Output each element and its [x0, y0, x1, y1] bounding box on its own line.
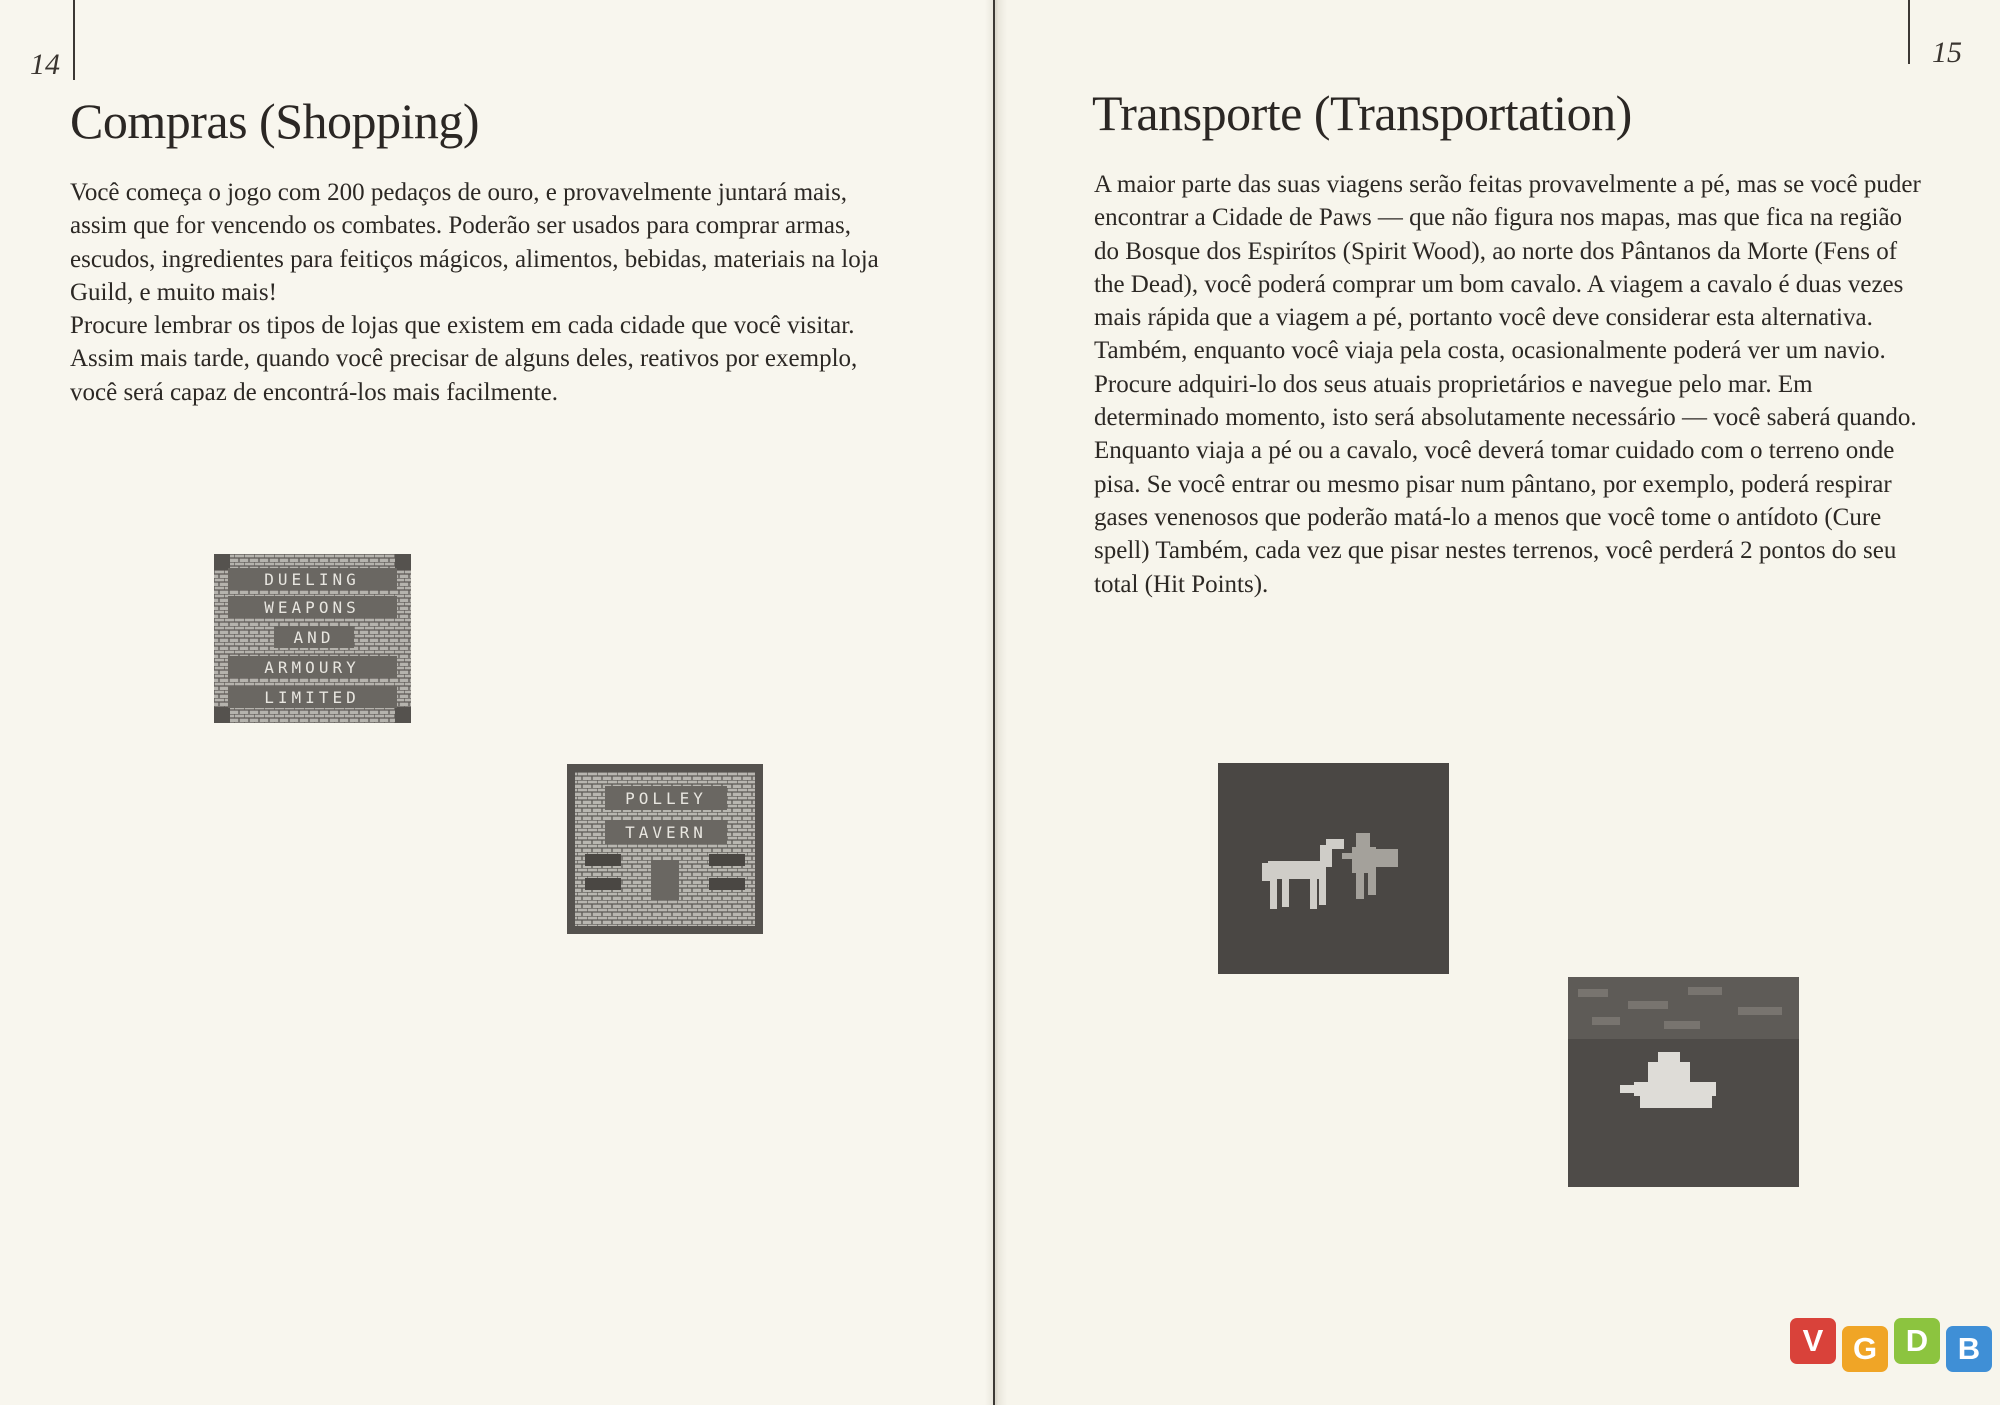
armoury-sign-line-5: LIMITED: [264, 688, 360, 707]
left-paragraph-1: Você começa o jogo com 200 pedaços de ouro, e provavelmente juntará mais, assim que for vencendo os combates. Poderão ser usados para comprar armas, escudos, ingredientes para feitiços mágicos, alimentos, bebidas, materiais na loja Guild, e muito mais!: [70, 179, 879, 306]
left-paragraph-2: Procure lembrar os tipos de lojas que existem em cada cidade que você visitar. Assim mais tarde, quando você precisar de alguns deles, reativos por exemplo, você será capaz de encontrá-los mais facilmente.: [70, 312, 858, 406]
logo-letter-b: B: [1946, 1326, 1992, 1372]
armoury-shop-screenshot: [214, 554, 411, 723]
right-page-heading: Transporte (Transportation): [1092, 85, 1632, 141]
right-page-body: [1094, 168, 1924, 601]
book-gutter: [985, 0, 1007, 1405]
armoury-sign-line-3: AND: [293, 628, 335, 647]
right-page-number: 15: [1932, 36, 1962, 69]
spine-line: [993, 0, 995, 1405]
left-page-body: [70, 176, 900, 409]
armoury-sign-line-1: DUELING: [264, 570, 360, 589]
left-page-number: 14: [30, 48, 60, 81]
right-paragraph-2: Enquanto viaja a pé ou a cavalo, você deverá tomar cuidado com o terreno onde pisa. Se você entrar ou mesmo pisar num pântano, por exemplo, poderá respirar gases venenosos que poderão matá-lo a menos que você tome o antídoto (Cure spell) Também, cada vez que pisar nestes terrenos, você perderá 2 pontos do seu total (Hit Points).: [1094, 437, 1897, 598]
horse-image: [1218, 763, 1449, 974]
armoury-shop-image: [214, 554, 411, 723]
horse-screenshot: [1218, 763, 1449, 974]
tavern-image: [567, 764, 763, 934]
ship-image: [1568, 977, 1799, 1187]
right-margin-rule: [1908, 0, 1910, 64]
vgdb-watermark-logo: [1790, 1318, 1992, 1364]
armoury-sign-line-4: ARMOURY: [264, 658, 360, 677]
ship-screenshot: [1568, 977, 1799, 1187]
right-paragraph-1: A maior parte das suas viagens serão feitas provavelmente a pé, mas se você puder encontrar a Cidade de Paws — que não figura nos mapas, mas que fica na região do Bosque dos Espirítos (Spirit Wood), ao norte dos Pântanos da Morte (Fens of the Dead), você poderá comprar um bom cavalo. A viagem a cavalo é duas vezes mais rápida que a viagem a pé, portanto você deve considerar esta alternativa. Também, enquanto você viaja pela costa, ocasionalmente poderá ver um navio. Procure adquiri-lo dos seus atuais proprietários e navegue pelo mar. Em determinado momento, isto será absolutamente necessário — você saberá quando.: [1094, 171, 1921, 432]
logo-letter-g: G: [1842, 1326, 1888, 1372]
logo-letter-d: D: [1894, 1318, 1940, 1364]
armoury-sign-line-2: WEAPONS: [264, 598, 360, 617]
tavern-screenshot: [567, 764, 763, 934]
tavern-sign-line-1: POLLEY: [625, 789, 707, 808]
logo-letter-v: V: [1790, 1318, 1836, 1364]
tavern-sign-line-2: TAVERN: [625, 823, 707, 842]
left-page-heading: Compras (Shopping): [70, 93, 480, 149]
left-margin-rule: [73, 0, 75, 80]
